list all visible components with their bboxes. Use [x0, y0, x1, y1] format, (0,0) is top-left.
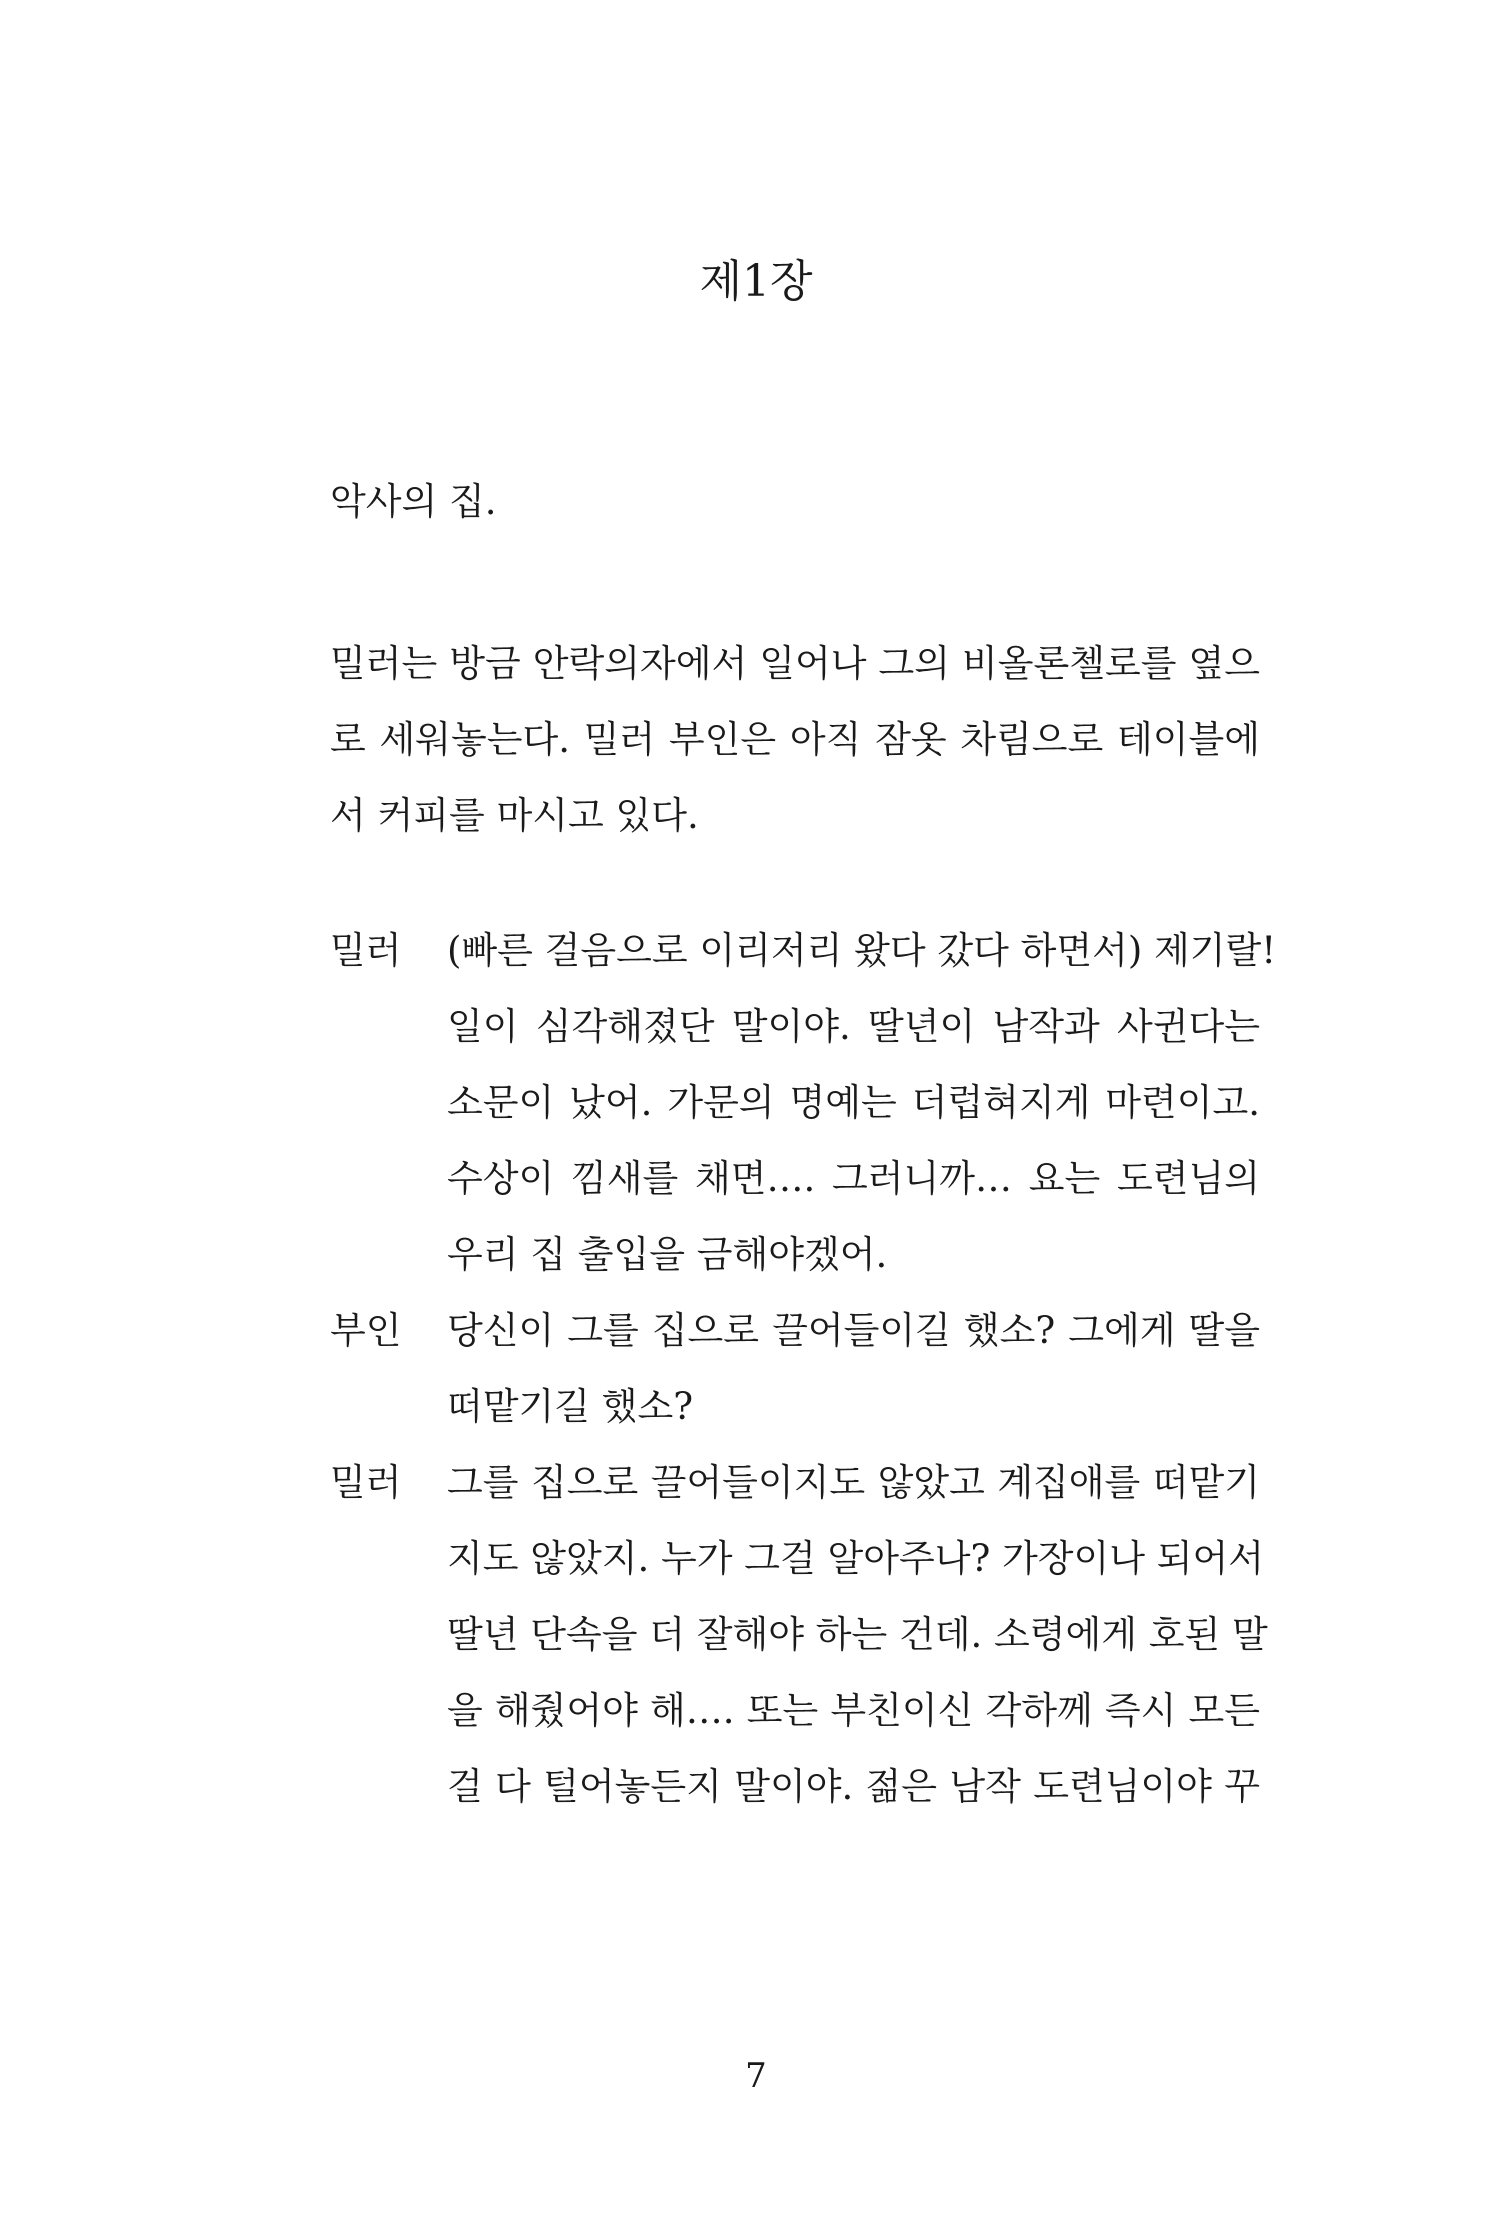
speech-text	[447, 1293, 1260, 1445]
dialogue-entry	[330, 1293, 1260, 1445]
speech-line: (빠른 걸음으로 이리저리 왔다 갔다 하면서) 제기랄!	[447, 929, 1277, 972]
speech-line: 수상이 낌새를 채면…. 그러니까… 요는 도련님의	[447, 1157, 1260, 1200]
speech-text	[447, 1445, 1268, 1825]
page-number: 7	[745, 2056, 767, 2096]
speech-text	[447, 913, 1277, 1293]
speech-line: 을 해줬어야 해…. 또는 부친이신 각하께 즉시 모든	[447, 1689, 1260, 1732]
speaker-name: 밀러	[330, 929, 402, 972]
stage-direction-line: 밀러는 방금 안락의자에서 일어나 그의 비올론첼로를 옆으	[330, 642, 1260, 685]
chapter-title: 제1장	[699, 256, 813, 307]
speech-line: 그를 집으로 끌어들이지도 않았고 계집애를 떠맡기	[447, 1461, 1260, 1504]
speech-line: 일이 심각해졌단 말이야. 딸년이 남작과 사귄다는	[447, 1005, 1260, 1048]
dialogue-block	[330, 913, 1277, 1825]
speech-line: 당신이 그를 집으로 끌어들이길 했소? 그에게 딸을	[447, 1309, 1260, 1352]
speech-line: 딸년 단속을 더 잘해야 하는 건데. 소령에게 호된 말	[447, 1613, 1268, 1656]
dialogue-entry	[330, 1445, 1268, 1825]
speech-line: 떠맡기길 했소?	[447, 1385, 694, 1428]
speaker-name: 부인	[330, 1309, 402, 1352]
speech-line: 우리 집 출입을 금해야겠어.	[447, 1233, 888, 1276]
scene-setting: 악사의 집.	[330, 480, 497, 523]
stage-direction-line: 서 커피를 마시고 있다.	[330, 794, 699, 837]
stage-direction	[330, 626, 1260, 854]
speech-line: 소문이 났어. 가문의 명예는 더럽혀지게 마련이고.	[447, 1081, 1260, 1124]
speaker-name: 밀러	[330, 1461, 402, 1504]
speech-line: 걸 다 털어놓든지 말이야. 젊은 남작 도련님이야 꾸	[447, 1765, 1260, 1808]
speech-line: 지도 않았지. 누가 그걸 알아주나? 가장이나 되어서	[447, 1537, 1265, 1580]
stage-direction-line: 로 세워놓는다. 밀러 부인은 아직 잠옷 차림으로 테이블에	[330, 718, 1260, 761]
dialogue-entry	[330, 913, 1277, 1293]
